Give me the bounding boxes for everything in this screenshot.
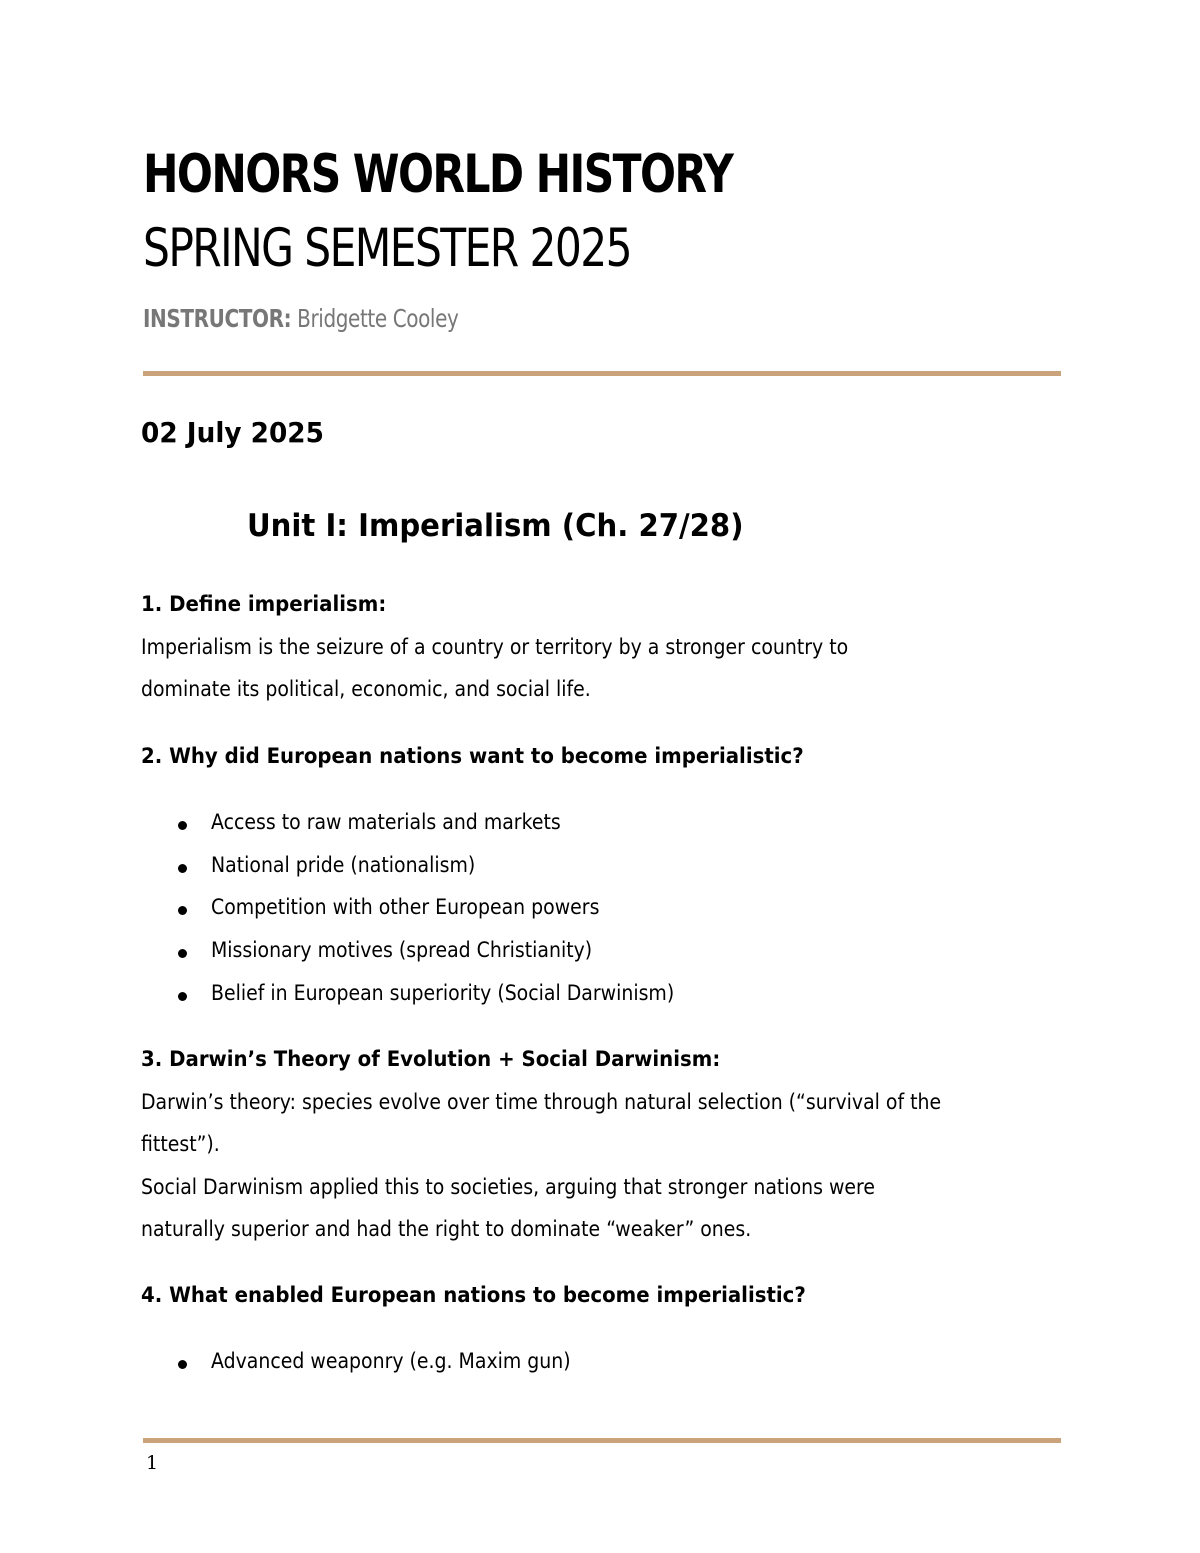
answer-3-line-2: fittest”). bbox=[141, 1132, 220, 1156]
list-item: Belief in European superiority (Social Darwinism) bbox=[211, 981, 675, 1005]
list-item: Access to raw materials and markets bbox=[211, 810, 561, 834]
list-item: Advanced weaponry (e.g. Maxim gun) bbox=[211, 1349, 571, 1373]
list-item: National pride (nationalism) bbox=[211, 853, 476, 877]
answer-1-line-1: Imperialism is the seizure of a country or territory by a stronger country to bbox=[141, 635, 849, 659]
list-item: Missionary motives (spread Christianity) bbox=[211, 938, 593, 962]
question-2: 2. Why did European nations want to become imperialistic? bbox=[141, 744, 804, 768]
document-date: 02 July 2025 bbox=[141, 416, 324, 449]
bullet-icon bbox=[178, 992, 187, 1001]
answer-3-line-3: Social Darwinism applied this to societies, arguing that stronger nations were bbox=[141, 1175, 876, 1199]
list-item: Competition with other European powers bbox=[211, 895, 600, 919]
semester-title: SPRING SEMESTER 2025 bbox=[143, 218, 632, 279]
bullet-icon bbox=[178, 949, 187, 958]
unit-heading: Unit I: Imperialism (Ch. 27/28) bbox=[247, 508, 744, 544]
bullet-icon bbox=[178, 821, 187, 830]
bullet-icon bbox=[178, 1360, 187, 1369]
question-4: 4. What enabled European nations to become imperialistic? bbox=[141, 1283, 806, 1307]
instructor-line bbox=[143, 306, 458, 331]
header-divider bbox=[143, 371, 1061, 376]
page-number: 1 bbox=[146, 1452, 159, 1474]
answer-3-line-4: naturally superior and had the right to dominate “weaker” ones. bbox=[141, 1217, 752, 1241]
answer-1-line-2: dominate its political, economic, and social life. bbox=[141, 677, 591, 701]
question-3: 3. Darwin’s Theory of Evolution + Social Darwinism: bbox=[141, 1047, 721, 1071]
question-1: 1. Define imperialism: bbox=[141, 592, 387, 616]
bullet-icon bbox=[178, 864, 187, 873]
instructor-label: INSTRUCTOR: bbox=[143, 304, 292, 333]
footer-divider bbox=[143, 1438, 1061, 1443]
answer-3-line-1: Darwin’s theory: species evolve over time through natural selection (“survival of the bbox=[141, 1090, 942, 1114]
course-title: HONORS WORLD HISTORY bbox=[143, 144, 733, 205]
instructor-name: Bridgette Cooley bbox=[291, 304, 459, 333]
bullet-icon bbox=[178, 906, 187, 915]
